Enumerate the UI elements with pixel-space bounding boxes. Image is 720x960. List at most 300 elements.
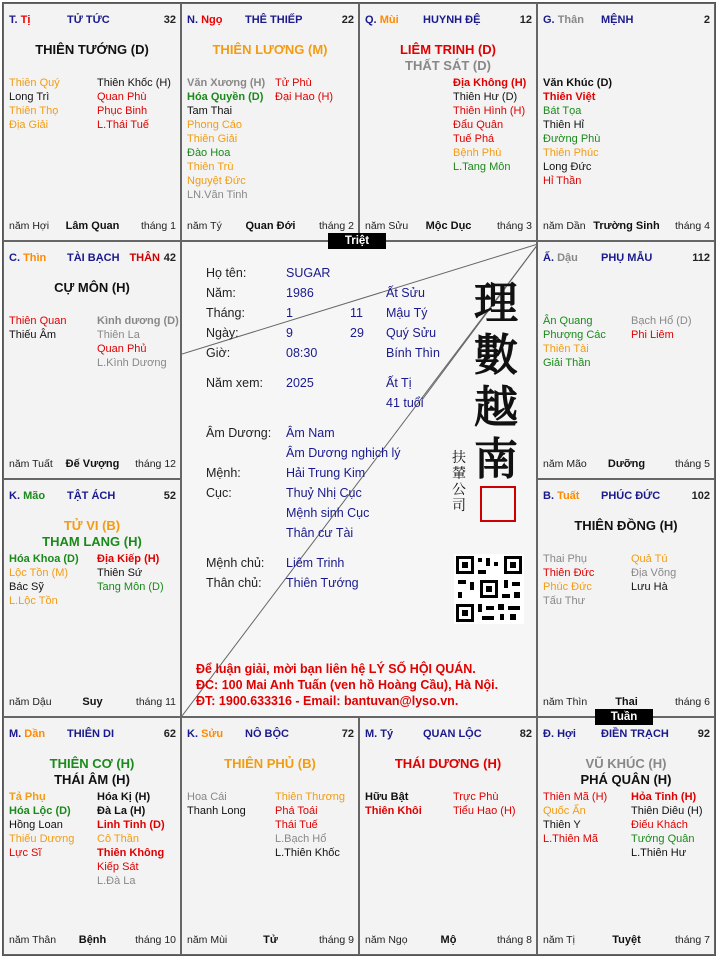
horoscope-chart: [2, 2, 716, 956]
position-branch: Hợi: [557, 728, 576, 740]
label-gio: Giờ:: [206, 346, 231, 360]
minor-star: Địa Võng: [631, 567, 677, 579]
minor-star: Thiên Việt: [543, 91, 596, 103]
minor-stars-right: [97, 790, 165, 888]
minor-star: Tuế Phá: [453, 133, 495, 145]
main-star: TỬ VI (B): [63, 518, 121, 533]
palace-position: [187, 728, 223, 740]
main-star: LIÊM TRINH (D): [399, 42, 497, 57]
palace-position: [543, 14, 584, 26]
palace-header: [9, 490, 176, 506]
palace-footer: [9, 458, 176, 472]
minor-stars-right: [453, 790, 516, 818]
minor-star: Địa Giải: [9, 119, 49, 131]
minor-star: L.Lộc Tồn: [9, 595, 58, 607]
minor-star: L.Đà La: [97, 875, 136, 887]
footer-year: năm Dần: [543, 220, 586, 232]
minor-star: Thiên Diêu (H): [631, 805, 703, 817]
palace-name: TỬ TỨC: [67, 14, 110, 26]
position-branch: Tý: [380, 728, 394, 740]
minor-star: Hỏa Tinh (H): [631, 791, 697, 803]
minor-star: Thiếu Âm: [9, 329, 57, 341]
main-star: PHÁ QUÂN (H): [580, 772, 672, 787]
footer-month: tháng 7: [674, 934, 710, 946]
minor-stars-right: [453, 76, 526, 174]
palace-cell: [3, 717, 181, 955]
center-info-panel: [181, 241, 537, 717]
footer-month: tháng 2: [318, 220, 354, 232]
minor-star: Tiểu Hao (H): [453, 805, 516, 817]
minor-star: Thiên Đức: [543, 567, 595, 579]
position-key: B.: [543, 490, 554, 502]
palace-number: 22: [341, 14, 354, 26]
minor-stars-right: [631, 552, 676, 594]
footer-month: tháng 4: [674, 220, 710, 232]
minor-star: Thiên Trù: [187, 161, 234, 173]
main-star: THÁI ÂM (H): [54, 772, 130, 787]
minor-star: Thiên Thương: [275, 791, 346, 803]
minor-stars-left: [9, 314, 66, 342]
minor-star: Phúc Đức: [543, 581, 592, 593]
palace-header: [187, 14, 354, 30]
minor-star: Tướng Quân: [631, 833, 695, 845]
palace-number: 2: [703, 14, 710, 26]
qr-code-icon: [454, 554, 524, 624]
palace-footer: [543, 220, 710, 234]
value-am-duong-2: Âm Dương nghịch lý: [286, 446, 401, 460]
palace-header: [187, 728, 354, 744]
palace-name: ĐIỀN TRẠCH: [601, 728, 669, 740]
life-stage: Trường Sinh: [593, 220, 660, 232]
palace-cell: [181, 717, 359, 955]
minor-star: Đào Hoa: [187, 147, 231, 159]
value-thang-am-num: 11: [350, 306, 363, 320]
palace-name: HUYNH ĐỆ: [423, 14, 481, 26]
minor-star: Thai Phụ: [543, 553, 588, 565]
footer-year: năm Tuất: [9, 458, 53, 470]
label-than-chu: Thân chủ:: [206, 576, 262, 590]
palace-header: [543, 252, 710, 268]
minor-star: Hữu Bật: [365, 791, 409, 803]
life-stage: Lâm Quan: [65, 220, 120, 232]
minor-star: Bệnh Phù: [453, 147, 502, 159]
contact-line-1: Để luận giải, mời bạn liên hệ LÝ SỐ HỘI QUÁN.: [196, 662, 476, 676]
footer-year: năm Hợi: [9, 220, 50, 232]
minor-stars-left: [543, 552, 594, 608]
palace-number: 42: [163, 252, 176, 264]
footer-month: tháng 5: [674, 458, 710, 470]
minor-star: L.Thiên Hư: [631, 847, 687, 859]
minor-star: Cô Thần: [97, 833, 139, 845]
value-menh-chu: Liêm Trinh: [286, 556, 345, 570]
palace-footer: [187, 934, 354, 948]
minor-star: Thiên Hình (H): [453, 105, 526, 117]
palace-cell: [3, 479, 181, 717]
life-stage: Đế Vượng: [65, 458, 120, 470]
palace-header: [543, 14, 710, 30]
minor-star: L.Kình Dương: [97, 357, 167, 369]
position-key: Đ.: [543, 728, 554, 740]
seal-stamp: [480, 486, 516, 522]
minor-star: Thiên Mã (H): [543, 791, 608, 803]
label-nam: Năm:: [206, 286, 236, 300]
palace-footer: [543, 696, 710, 710]
palace-footer: [9, 934, 176, 948]
footer-year: năm Tị: [543, 934, 575, 946]
palace-footer: [9, 696, 176, 710]
minor-star: Thiên Quý: [9, 77, 60, 89]
minor-stars-right: [97, 76, 171, 132]
minor-star: Bát Tọa: [543, 105, 582, 117]
minor-star: Tấu Thư: [543, 595, 586, 607]
footer-year: năm Sửu: [365, 220, 409, 232]
minor-stars-left: [543, 790, 607, 846]
minor-star: Đường Phù: [543, 133, 601, 145]
minor-star: Thiên Tài: [543, 343, 589, 355]
minor-star: Bác Sỹ: [9, 581, 44, 593]
minor-star: Đại Hao (H): [275, 91, 334, 103]
palace-cell: [3, 3, 181, 241]
life-stage: Tử: [263, 934, 278, 946]
palace-number: 102: [691, 490, 710, 502]
minor-star: Lực Sĩ: [9, 847, 42, 859]
minor-stars-left: [9, 76, 60, 132]
minor-star: Đà La (H): [97, 805, 146, 817]
minor-star: Hóa Quyền (D): [187, 91, 264, 103]
value-cuc: Thuỷ Nhị Cục: [286, 486, 362, 500]
minor-star: Phong Cáo: [187, 119, 243, 131]
footer-month: tháng 12: [135, 458, 176, 470]
minor-star: Tả Phụ: [9, 791, 46, 803]
palace-number: 12: [519, 14, 532, 26]
minor-star: Văn Xương (H): [187, 77, 266, 89]
palace-cell: [3, 241, 181, 479]
minor-stars-right: [275, 76, 333, 104]
life-stage: Dưỡng: [607, 458, 646, 470]
minor-star: Văn Khúc (D): [543, 77, 613, 89]
contact-line-3: ĐT: 1900.633316 - Email: bantuvan@lyso.vn.: [196, 694, 459, 708]
palace-name: TÀI BẠCH: [67, 252, 120, 264]
minor-star: Địa Kiếp (H): [97, 553, 160, 565]
minor-star: L.Thái Tuế: [97, 119, 149, 131]
main-star: THẤT SÁT (D): [405, 58, 491, 73]
position-key: K.: [9, 490, 20, 502]
minor-star: Ân Quang: [543, 315, 593, 327]
minor-star: Thiên La: [97, 329, 140, 341]
minor-stars-left: [9, 552, 79, 608]
palace-footer: [543, 458, 710, 472]
palace-cell: [537, 479, 715, 717]
palace-number: 92: [697, 728, 710, 740]
minor-star: Thiên Y: [543, 819, 581, 831]
minor-star: Quả Tú: [631, 553, 668, 565]
minor-star: Giải Thần: [543, 357, 591, 369]
value-than-chu: Thiên Tướng: [286, 576, 359, 590]
palace-header: [9, 728, 176, 744]
position-branch: Mão: [23, 490, 46, 502]
label-menh-chu: Mệnh chủ:: [206, 556, 265, 570]
minor-star: Thiên Phúc: [543, 147, 599, 159]
position-branch: Thìn: [23, 252, 47, 264]
minor-stars-left: [187, 76, 265, 202]
palace-header: [9, 14, 176, 30]
footer-month: tháng 1: [140, 220, 176, 232]
position-branch: Dần: [24, 728, 46, 740]
main-star: THIÊN ĐỒNG (H): [574, 518, 678, 533]
footer-month: tháng 9: [318, 934, 354, 946]
minor-star: L.Thiên Mã: [543, 833, 599, 845]
palace-number: 72: [341, 728, 354, 740]
palace-position: [365, 728, 393, 740]
life-stage: Mộc Dục: [425, 220, 472, 232]
footer-year: năm Ngọ: [365, 934, 408, 946]
footer-year: năm Tý: [187, 220, 222, 232]
label-nam-xem: Năm xem:: [206, 376, 263, 390]
value-menh: Hải Trung Kim: [286, 466, 366, 480]
position-key: T.: [9, 14, 18, 26]
minor-star: Lưu Hà: [631, 581, 668, 593]
minor-star: Phục Binh: [97, 105, 148, 117]
footer-month: tháng 10: [135, 934, 176, 946]
palace-position: [9, 490, 45, 502]
footer-year: năm Mão: [543, 458, 587, 470]
label-ho-ten: Họ tên:: [206, 266, 247, 280]
minor-star: Thái Tuế: [275, 819, 318, 831]
position-key: Q.: [365, 14, 377, 26]
minor-star: Long Đức: [543, 161, 592, 173]
palace-name: THÊ THIẾP: [245, 14, 303, 26]
palace-name: NÔ BỘC: [245, 728, 289, 740]
minor-star: Thiên Hỉ: [543, 119, 584, 131]
minor-star: Hỉ Thần: [543, 175, 582, 187]
calligraphy-small: 扶 輦 公 司: [452, 450, 466, 514]
value-thang-am: Mậu Tý: [386, 306, 428, 320]
palace-name: MỆNH: [601, 14, 634, 26]
palace-position: [543, 490, 579, 502]
minor-star: Long Trì: [9, 91, 50, 103]
minor-stars-right: [97, 552, 164, 594]
minor-star: Hóa Kị (H): [97, 791, 151, 803]
palace-cell: [181, 3, 359, 241]
minor-star: Thiên Không: [97, 847, 165, 859]
minor-star: Trực Phù: [453, 791, 499, 803]
minor-star: Thiên Sứ: [97, 567, 143, 579]
value-thang-duong: 1: [286, 306, 293, 320]
main-star: THIÊN LƯƠNG (M): [212, 42, 328, 57]
minor-star: Thiên Hư (D): [453, 91, 518, 103]
footer-month: tháng 11: [135, 696, 176, 708]
value-ngay-am-num: 29: [350, 326, 364, 340]
palace-name: THIÊN DI: [67, 728, 115, 740]
palace-footer: [365, 220, 532, 234]
palace-number: 32: [163, 14, 176, 26]
position-branch: Mùi: [379, 14, 399, 26]
palace-number: 52: [163, 490, 176, 502]
minor-star: Hồng Loan: [9, 819, 63, 831]
minor-star: L.Thiên Khốc: [275, 847, 340, 859]
contact-line-2: ĐC: 100 Mai Anh Tuấn (ven hồ Hoàng Cầu), Hà Nội.: [196, 678, 499, 692]
minor-stars-left: [187, 790, 246, 818]
minor-star: Địa Không (H): [453, 77, 527, 89]
footer-month: tháng 8: [496, 934, 532, 946]
footer-month: tháng 6: [674, 696, 710, 708]
value-nam-am: Ất Sửu: [386, 286, 425, 300]
minor-star: Hóa Lộc (D): [9, 805, 71, 817]
than-marker: THÂN: [129, 252, 160, 264]
footer-year: năm Thân: [9, 934, 57, 946]
palace-cell: [537, 3, 715, 241]
position-branch: Tị: [20, 14, 31, 26]
life-stage: Thai: [615, 696, 638, 708]
position-key: N.: [187, 14, 198, 26]
palace-position: [9, 14, 30, 26]
palace-footer: [543, 934, 710, 948]
footer-year: năm Mùi: [187, 934, 228, 946]
life-stage: Mộ: [440, 934, 457, 946]
value-nam-duong: 1986: [286, 286, 314, 300]
minor-star: Thiếu Dương: [9, 833, 75, 845]
minor-stars-right: [631, 790, 703, 860]
palace-header: [365, 14, 532, 30]
minor-star: L.Tang Môn: [453, 161, 511, 173]
minor-star: Quốc Ấn: [543, 805, 586, 817]
minor-star: Quan Phủ: [97, 343, 147, 355]
footer-year: năm Dậu: [9, 696, 52, 708]
minor-star: Tử Phù: [275, 77, 312, 89]
palace-position: [187, 14, 222, 26]
main-star: CỰ MÔN (H): [54, 280, 130, 295]
palace-position: [543, 252, 578, 264]
minor-star: Hoa Cái: [187, 791, 227, 803]
main-star: THAM LANG (H): [42, 534, 142, 549]
triet-tag: Triệt: [328, 233, 386, 249]
minor-stars-left: [365, 790, 422, 818]
minor-star: Thanh Long: [187, 805, 246, 817]
minor-star: Kiếp Sát: [97, 861, 139, 873]
minor-stars-right: [97, 314, 179, 370]
minor-stars-right: [275, 790, 345, 860]
palace-cell: [537, 241, 715, 479]
minor-star: Thiên Thọ: [9, 105, 59, 117]
palace-header: [9, 252, 176, 268]
position-key: K.: [187, 728, 198, 740]
palace-name: QUAN LỘC: [423, 728, 482, 740]
minor-stars-left: [9, 790, 74, 860]
palace-footer: [9, 220, 176, 234]
position-key: Ấ.: [543, 252, 554, 264]
label-menh: Mệnh:: [206, 466, 241, 480]
life-stage: Tuyệt: [612, 934, 641, 946]
minor-star: Tang Môn (D): [97, 581, 164, 593]
minor-star: Tam Thai: [187, 105, 233, 117]
main-star: THIÊN PHỦ (B): [224, 756, 316, 771]
minor-star: Phi Liêm: [631, 329, 674, 341]
life-stage: Bệnh: [78, 934, 107, 946]
palace-name: TẬT ÁCH: [67, 490, 116, 502]
palace-number: 82: [519, 728, 532, 740]
minor-star: Điếu Khách: [631, 819, 688, 831]
minor-star: Lộc Tồn (M): [9, 567, 69, 579]
minor-star: Phượng Các: [543, 329, 606, 341]
minor-star: L.Bạch Hổ: [275, 833, 327, 845]
palace-position: [365, 14, 399, 26]
calligraphy-logo: 理 數 越 南: [474, 278, 518, 485]
minor-star: Linh Tinh (D): [97, 819, 165, 831]
footer-year: năm Thìn: [543, 696, 588, 708]
palace-cell: [537, 717, 715, 955]
main-star: THÁI DƯƠNG (H): [394, 756, 502, 771]
palace-position: [9, 728, 45, 740]
label-cuc: Cục:: [206, 486, 232, 500]
position-branch: Dậu: [557, 252, 578, 264]
value-nam-xem-am: Ất Tị: [386, 376, 412, 390]
value-ngay-duong: 9: [286, 326, 293, 340]
tuan-tag: Tuần: [595, 709, 653, 725]
label-am-duong: Âm Dương:: [206, 426, 272, 440]
main-star: VŨ KHÚC (H): [585, 756, 667, 771]
palace-number: 62: [163, 728, 176, 740]
value-nam-xem: 2025: [286, 376, 314, 390]
palace-header: [365, 728, 532, 744]
value-gio: 08:30: [286, 346, 318, 360]
value-ngay-am: Quý Sửu: [386, 326, 437, 340]
minor-star: Đẩu Quân: [453, 119, 504, 131]
position-branch: Sửu: [201, 728, 224, 740]
value-ho-ten: SUGAR: [286, 266, 331, 280]
minor-star: Thiên Quan: [9, 315, 67, 327]
palace-cell: [359, 3, 537, 241]
footer-month: tháng 3: [496, 220, 532, 232]
position-branch: Ngọ: [201, 14, 223, 26]
minor-star: LN.Văn Tinh: [187, 189, 248, 201]
minor-star: Kình dương (D): [97, 315, 179, 327]
position-key: M.: [365, 728, 378, 740]
label-thang: Tháng:: [206, 306, 245, 320]
value-cuc-3: Thân cư Tài: [286, 526, 354, 540]
value-am-duong: Âm Nam: [286, 426, 335, 440]
minor-star: Nguyệt Đức: [187, 175, 246, 187]
minor-stars-left: [543, 76, 612, 188]
palace-footer: [365, 934, 532, 948]
palace-position: [9, 252, 46, 264]
value-cuc-2: Mệnh sinh Cục: [286, 506, 370, 520]
minor-star: Quan Phù: [97, 91, 147, 103]
label-ngay: Ngày:: [206, 326, 239, 340]
minor-star: Thiên Khốc (H): [97, 77, 171, 89]
position-branch: Thân: [557, 14, 584, 26]
minor-star: Hóa Khoa (D): [9, 553, 79, 565]
palace-header: [543, 728, 710, 744]
palace-name: PHÚC ĐỨC: [601, 490, 661, 502]
value-gio-am: Bính Thìn: [386, 346, 440, 360]
minor-star: Phá Toái: [275, 805, 318, 817]
value-tuoi: 41 tuổi: [386, 396, 424, 410]
life-stage: Suy: [82, 696, 103, 708]
minor-star: Bạch Hổ (D): [631, 315, 692, 327]
main-star: THIÊN TƯỚNG (D): [35, 42, 149, 57]
minor-star: Thiên Khôi: [365, 805, 422, 817]
palace-name: PHỤ MẪU: [601, 252, 653, 264]
position-branch: Tuất: [557, 490, 580, 502]
minor-star: Thiên Giải: [187, 133, 238, 145]
palace-footer: [187, 220, 354, 234]
life-stage: Quan Đới: [245, 220, 296, 232]
position-key: G.: [543, 14, 555, 26]
palace-header: [543, 490, 710, 506]
palace-number: 112: [692, 252, 710, 264]
main-star: THIÊN CƠ (H): [49, 756, 135, 771]
minor-stars-right: [631, 314, 692, 342]
